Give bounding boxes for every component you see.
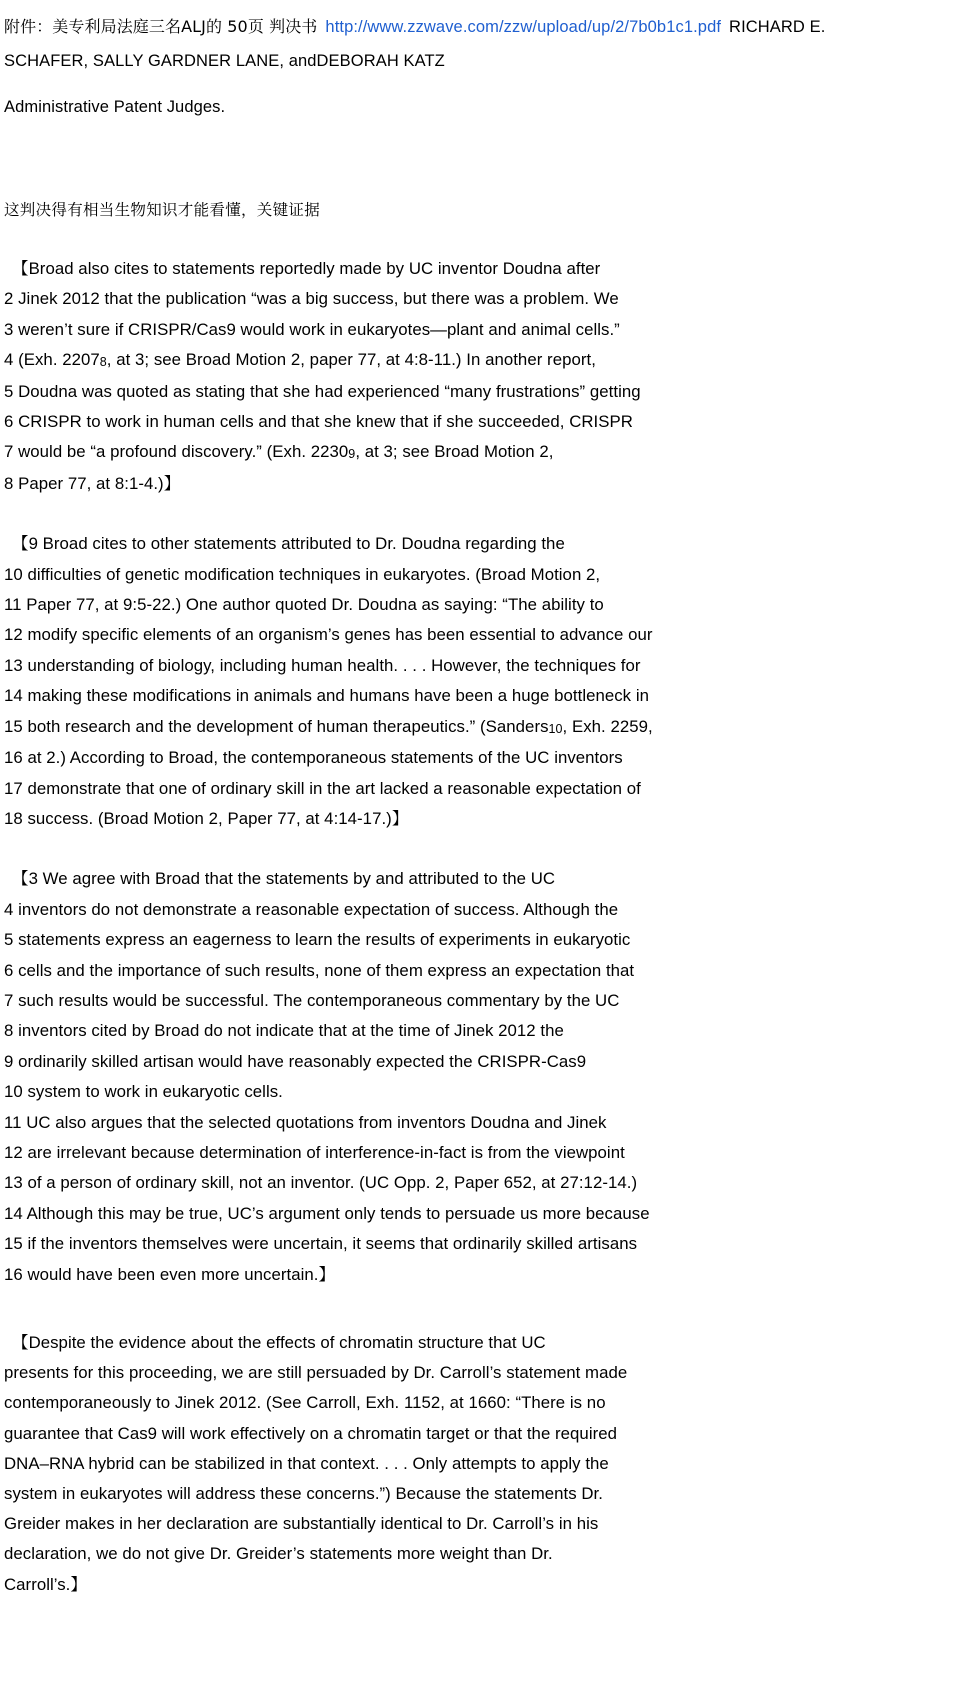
line-text: (Exh. 2207 bbox=[18, 350, 100, 370]
document-line bbox=[4, 1077, 957, 1107]
document-line bbox=[4, 315, 957, 345]
line-text: declaration, we do not give Dr. Greider’s statements more weight than Dr. bbox=[4, 1544, 553, 1564]
line-number: 13 bbox=[4, 655, 28, 675]
document-line bbox=[4, 1260, 957, 1290]
document-line bbox=[4, 437, 957, 468]
paragraph-block bbox=[4, 1328, 957, 1600]
line-text: Carroll’s. bbox=[4, 1574, 71, 1594]
document-line bbox=[4, 1449, 957, 1479]
line-number: 4 bbox=[4, 899, 19, 919]
document-line bbox=[4, 284, 957, 314]
document-line bbox=[4, 743, 957, 773]
open-bracket-glyph: 【 bbox=[12, 1333, 29, 1352]
line-number: 6 bbox=[4, 412, 19, 432]
document-line bbox=[4, 1199, 957, 1229]
footnote-marker: 10 bbox=[548, 721, 563, 736]
line-text: inventors do not demonstrate a reasonable expectation of success. Although the bbox=[18, 899, 619, 919]
document-line bbox=[4, 1570, 957, 1600]
open-bracket-glyph: 【 bbox=[12, 259, 29, 278]
line-number: 5 bbox=[4, 381, 19, 401]
line-text: weren’t sure if CRISPR/Cas9 would work in eukaryotes—plant and animal cells.” bbox=[18, 319, 620, 339]
line-text: of a person of ordinary skill, not an inventor. (UC Opp. 2, Paper 652, at 27:12-14.) bbox=[27, 1173, 638, 1193]
close-bracket-glyph: 】 bbox=[318, 1264, 336, 1284]
document-line bbox=[4, 895, 957, 925]
paragraph-block bbox=[4, 254, 957, 499]
line-number: 12 bbox=[4, 625, 28, 645]
line-number: 16 bbox=[4, 748, 28, 768]
document-line bbox=[4, 620, 957, 650]
document-line bbox=[4, 651, 957, 681]
document-line bbox=[4, 1168, 957, 1198]
line-text: would have been even more uncertain. bbox=[27, 1264, 319, 1284]
document-line bbox=[4, 712, 957, 743]
line-text: success. (Broad Motion 2, Paper 77, at 4:14-17.) bbox=[27, 808, 392, 828]
line-number: 17 bbox=[4, 778, 28, 798]
line-text: system to work in eukaryotic cells. bbox=[27, 1082, 283, 1102]
line-text: Jinek 2012 that the publication “was a big success, but there was a problem. We bbox=[18, 289, 619, 309]
document-line bbox=[4, 469, 957, 499]
document-line bbox=[4, 986, 957, 1016]
line-text-continued: , at 3; see Broad Motion 2, paper 77, at 4:8-11.) In another report, bbox=[106, 350, 596, 370]
line-text: Broad also cites to statements reportedly made by UC inventor Doudna after bbox=[28, 259, 601, 278]
document-line bbox=[4, 407, 957, 437]
line-text: Broad cites to other statements attributed to Dr. Doudna regarding the bbox=[42, 534, 565, 554]
line-text: guarantee that Cas9 will work effectively on a chromatin target or that the required bbox=[4, 1423, 618, 1443]
line-text: ordinarily skilled artisan would have reasonably expected the CRISPR-Cas9 bbox=[18, 1051, 587, 1071]
line-text: are irrelevant because determination of interference-in-fact is from the viewpoint bbox=[27, 1142, 625, 1162]
document-line bbox=[4, 1229, 957, 1259]
line-text: CRISPR to work in human cells and that she knew that if she succeeded, CRISPR bbox=[18, 412, 633, 432]
close-bracket-glyph: 】 bbox=[391, 808, 409, 828]
document-line bbox=[4, 590, 957, 620]
line-text: Greider makes in her declaration are substantially identical to Dr. Carroll’s in his bbox=[4, 1514, 599, 1534]
line-text: demonstrate that one of ordinary skill in the art lacked a reasonable expectation of bbox=[27, 778, 641, 798]
document-line bbox=[4, 681, 957, 711]
line-text: Although this may be true, UC’s argument only tends to persuade us more because bbox=[26, 1203, 650, 1223]
open-bracket-glyph: 【 bbox=[12, 869, 29, 889]
line-text: understanding of biology, including human health. . . . However, the techniques for bbox=[27, 655, 641, 675]
editor-comment-cjk: 这判决得有相当生物知识才能看懂，关键证据 bbox=[4, 201, 321, 219]
line-number: 14 bbox=[4, 1203, 27, 1223]
line-number: 4 bbox=[4, 350, 19, 370]
document-line bbox=[4, 774, 957, 804]
line-text: both research and the development of human therapeutics.” (Sanders bbox=[27, 716, 549, 736]
line-text: We agree with Broad that the statements by and attributed to the UC bbox=[42, 869, 556, 889]
document-line bbox=[4, 1108, 957, 1138]
document-line bbox=[4, 1509, 957, 1539]
line-number: 14 bbox=[4, 686, 28, 706]
judge-names-line: SCHAFER, SALLY GARDNER LANE, andDEBORAH KATZ bbox=[4, 52, 445, 70]
line-text: presents for this proceeding, we are still persuaded by Dr. Carroll’s statement made bbox=[4, 1363, 628, 1383]
line-text: system in eukaryotes will address these concerns.”) Because the statements Dr. bbox=[4, 1484, 603, 1504]
line-number: 9 bbox=[28, 534, 43, 554]
document-line bbox=[4, 1016, 957, 1046]
document-line bbox=[4, 529, 957, 559]
document-line bbox=[4, 1328, 957, 1358]
document-line bbox=[4, 377, 957, 407]
judgment-pdf-link[interactable]: http://www.zzwave.com/zzw/upload/up/2/7b0b1c1.pdf bbox=[325, 18, 722, 36]
document-line bbox=[4, 254, 957, 284]
line-number: 10 bbox=[4, 564, 28, 584]
line-number: 8 bbox=[4, 1021, 19, 1041]
line-text: at 2.) According to Broad, the contemporaneous statements of the UC inventors bbox=[27, 748, 623, 768]
judges-title-line: Administrative Patent Judges. bbox=[4, 98, 226, 116]
line-text: inventors cited by Broad do not indicate that at the time of Jinek 2012 the bbox=[18, 1021, 564, 1041]
attachment-header-line bbox=[4, 10, 957, 44]
line-number: 10 bbox=[4, 1082, 28, 1102]
line-number: 9 bbox=[4, 1051, 19, 1071]
document-line bbox=[4, 925, 957, 955]
line-number: 15 bbox=[4, 1234, 28, 1254]
line-number: 7 bbox=[4, 442, 19, 462]
line-text: cells and the importance of such results, none of them express an expectation that bbox=[18, 960, 635, 980]
line-text: would be “a profound discovery.” (Exh. 2230 bbox=[18, 442, 349, 462]
line-text: modify specific elements of an organism’s genes has been essential to advance our bbox=[27, 625, 653, 645]
line-number: 3 bbox=[28, 869, 43, 889]
document-line bbox=[4, 1138, 957, 1168]
document-line bbox=[4, 956, 957, 986]
document-line bbox=[4, 560, 957, 590]
document-line bbox=[4, 1419, 957, 1449]
line-number: 11 bbox=[4, 1112, 27, 1132]
footnote-marker: 9 bbox=[348, 447, 356, 462]
line-number: 18 bbox=[4, 808, 28, 828]
line-text: Paper 77, at 8:1-4.) bbox=[18, 473, 164, 493]
footnote-marker: 8 bbox=[99, 355, 107, 370]
line-text: statements express an eagerness to learn the results of experiments in eukaryotic bbox=[18, 930, 631, 950]
line-number: 12 bbox=[4, 1142, 28, 1162]
close-bracket-glyph: 】 bbox=[70, 1574, 87, 1594]
line-number: 8 bbox=[4, 473, 19, 493]
close-bracket-glyph: 】 bbox=[163, 473, 181, 493]
line-text: UC also argues that the selected quotations from inventors Doudna and Jinek bbox=[26, 1112, 607, 1132]
line-text: if the inventors themselves were uncertain, it seems that ordinarily skilled artisans bbox=[27, 1234, 638, 1254]
line-number: 2 bbox=[4, 289, 19, 309]
line-text: Doudna was quoted as stating that she had experienced “many frustrations” getting bbox=[18, 381, 641, 401]
document-line bbox=[4, 804, 957, 834]
line-text: such results would be successful. The contemporaneous commentary by the UC bbox=[18, 990, 620, 1010]
line-text-continued: , Exh. 2259, bbox=[562, 716, 653, 736]
line-text: Paper 77, at 9:5-22.) One author quoted Dr. Doudna as saying: “The ability to bbox=[26, 595, 604, 615]
document-line bbox=[4, 1047, 957, 1077]
document-line bbox=[4, 1358, 957, 1388]
line-number: 16 bbox=[4, 1264, 28, 1284]
line-number: 11 bbox=[4, 595, 27, 615]
document-line bbox=[4, 1539, 957, 1569]
line-number: 5 bbox=[4, 930, 19, 950]
line-number: 13 bbox=[4, 1173, 28, 1193]
paragraph-block bbox=[4, 864, 957, 1290]
document-line bbox=[4, 345, 957, 376]
line-text: DNA–RNA hybrid can be stabilized in that context. . . . Only attempts to apply the bbox=[4, 1453, 609, 1473]
open-bracket-glyph: 【 bbox=[12, 534, 29, 554]
document-body bbox=[4, 254, 957, 1600]
document-line bbox=[4, 1479, 957, 1509]
line-number: 7 bbox=[4, 990, 19, 1010]
line-text: difficulties of genetic modification techniques in eukaryotes. (Broad Motion 2, bbox=[27, 564, 601, 584]
judge-name-first: RICHARD E. bbox=[729, 18, 826, 36]
line-text-continued: , at 3; see Broad Motion 2, bbox=[355, 442, 554, 462]
line-text: making these modifications in animals and humans have been a huge bottleneck in bbox=[27, 686, 649, 706]
line-text: Despite the evidence about the effects of chromatin structure that UC bbox=[28, 1333, 546, 1352]
line-number: 6 bbox=[4, 960, 19, 980]
line-number: 3 bbox=[4, 319, 19, 339]
line-text: contemporaneously to Jinek 2012. (See Carroll, Exh. 1152, at 1660: “There is no bbox=[4, 1393, 606, 1413]
document-line bbox=[4, 1388, 957, 1418]
attachment-label-cjk: 附件：美专利局法庭三名ALJ的 50页 判决书 bbox=[4, 17, 318, 36]
line-number: 15 bbox=[4, 716, 28, 736]
document-line bbox=[4, 864, 957, 894]
paragraph-block bbox=[4, 529, 957, 834]
